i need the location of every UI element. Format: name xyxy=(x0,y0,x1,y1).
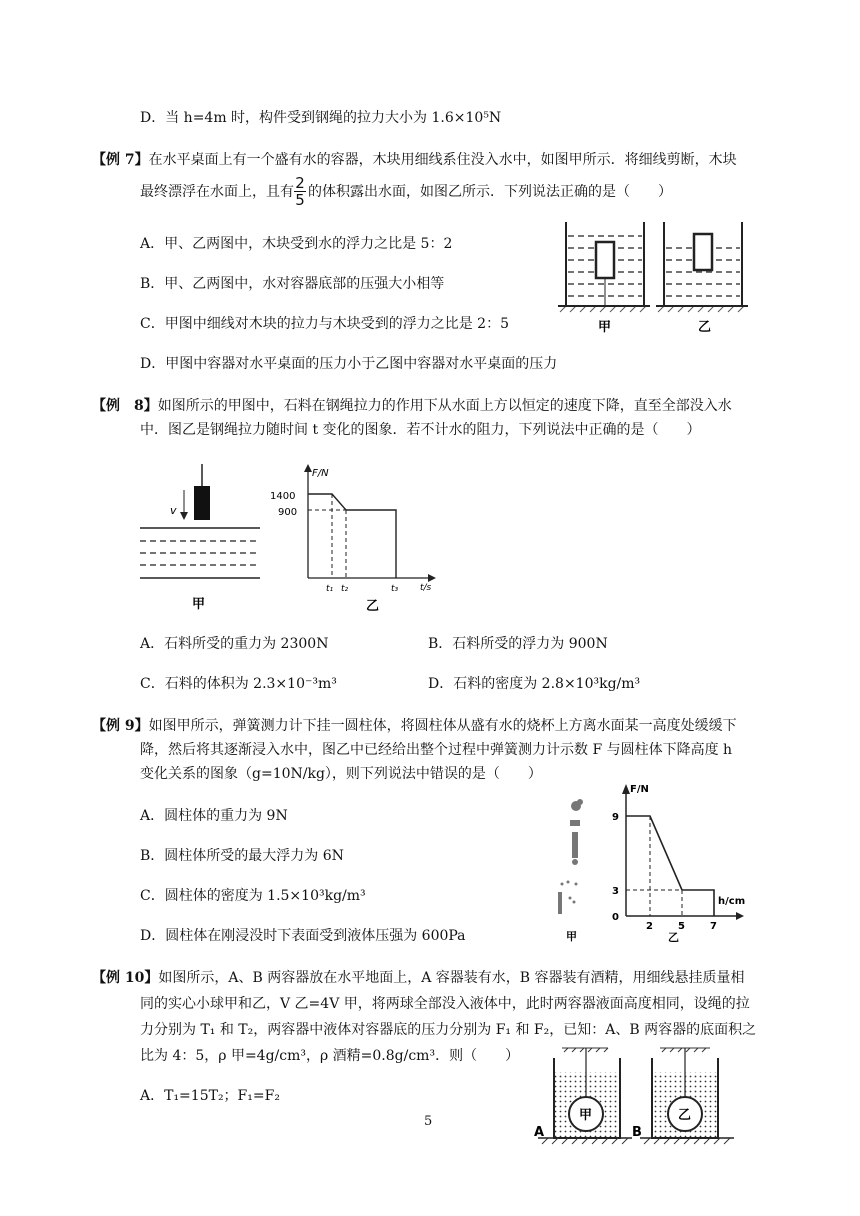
example-9-line-1: 【例 9】如图甲所示，弹簧测力计下挂一圆柱体，将圆柱体从盛有水的烧杯上方离水面某一高度处缓缓下 xyxy=(92,718,737,734)
arrow-down-icon xyxy=(180,512,188,520)
fraction xyxy=(294,176,306,207)
container-label: A xyxy=(534,1125,545,1140)
example-9-figure xyxy=(550,780,760,946)
x-tick: t₂ xyxy=(341,584,349,594)
example-8-line-1: 【例 8】如图所示的甲图中，石料在钢绳拉力的作用下从水面上方以恒定的速度下降，直至全部没入水 xyxy=(92,398,732,414)
example-8-option-a: A．石料所受的重力为 2300N xyxy=(140,636,329,652)
example-7-line-2b: 的体积露出水面，如图乙所示．下列说法正确的是（ ） xyxy=(308,184,672,200)
y-tick: 1400 xyxy=(270,491,296,502)
example-8-option-c: C．石料的体积为 2.3×10⁻³m³ xyxy=(140,676,337,692)
example-8-line-2: 中．图乙是钢绳拉力随时间 t 变化的图象．若不计水的阻力，下列说法中正确的是（ ） xyxy=(140,422,701,438)
example-7-option-a: A．甲、乙两图中，木块受到水的浮力之比是 5：2 xyxy=(140,236,453,252)
svg-text:v: v xyxy=(170,504,177,517)
wood-block xyxy=(596,242,614,278)
y-tick: 9 xyxy=(612,812,619,823)
wood-block xyxy=(694,234,712,270)
example-9-tag: 【例 9】 xyxy=(92,718,149,734)
example-9-option-c: C．圆柱体的密度为 1.5×10³kg/m³ xyxy=(140,888,366,904)
stone-block xyxy=(194,486,210,520)
example-9-line-3: 变化关系的图象（g=10N/kg），则下列说法中错误的是（ ） xyxy=(140,766,542,782)
x-tick: 2 xyxy=(646,921,653,932)
example-7-option-c: C．甲图中细线对木块的拉力与木块受到的浮力之比是 2：5 xyxy=(140,316,509,332)
figure-label: 甲 xyxy=(566,930,577,943)
example-9-line-2: 降，然后将其逐渐浸入水中，图乙中已经给出整个过程中弹簧测力计示数 F 与圆柱体下降高度 h xyxy=(140,742,733,758)
x-tick: t₃ xyxy=(391,584,399,594)
force-height-curve xyxy=(626,816,714,916)
force-time-curve xyxy=(308,494,396,578)
example-7-figure xyxy=(558,214,748,336)
prev-option-d: D．当 h=4m 时，构件受到钢绳的拉力大小为 1.6×10⁵N xyxy=(140,110,502,126)
y-tick: 900 xyxy=(278,507,298,518)
figure-label: 甲 xyxy=(598,320,612,335)
example-10-tag: 【例 10】 xyxy=(92,970,159,986)
y-tick: 0 xyxy=(612,912,619,923)
example-7-option-b: B．甲、乙两图中，水对容器底部的压强大小相等 xyxy=(140,276,445,292)
page-number: 5 xyxy=(424,1114,433,1129)
x-tick: 7 xyxy=(710,921,717,932)
example-10-figure xyxy=(528,1044,784,1150)
y-tick: 3 xyxy=(612,886,619,897)
svg-text:F/N: F/N xyxy=(630,784,649,795)
example-10-line-4: 比为 4：5，ρ 甲=4g/cm³，ρ 酒精=0.8g/cm³．则（ ） xyxy=(140,1048,520,1064)
x-tick: t₁ xyxy=(326,584,334,594)
svg-text:t/s: t/s xyxy=(420,583,432,593)
svg-text:h/cm: h/cm xyxy=(718,896,746,907)
svg-text:乙: 乙 xyxy=(678,1108,692,1123)
svg-text:甲: 甲 xyxy=(579,1108,593,1123)
svg-text:F/N: F/N xyxy=(312,468,329,479)
container-label: B xyxy=(632,1125,642,1140)
example-10-line-3: 力分别为 T₁ 和 T₂，两容器中液体对容器底的压力分别为 F₁ 和 F₂，已知：A、B 两容器的底面积之 xyxy=(140,1022,757,1038)
x-tick: 5 xyxy=(678,921,685,932)
example-7-line-1: 【例 7】在水平桌面上有一个盛有水的容器，木块用细线系住没入水中，如图甲所示．将细线剪断，木块 xyxy=(92,152,737,168)
example-9-option-a: A．圆柱体的重力为 9N xyxy=(140,808,288,824)
figure-label: 乙 xyxy=(698,320,712,335)
example-8-figure xyxy=(140,458,450,618)
example-10-line-2: 同的实心小球甲和乙，V 乙=4V 甲，将两球全部没入液体中，此时两容器液面高度相同，设绳的拉 xyxy=(140,996,750,1012)
example-8-tag: 【例 8】 xyxy=(92,398,158,414)
example-9-option-b: B．圆柱体所受的最大浮力为 6N xyxy=(140,848,344,864)
figure-label: 乙 xyxy=(668,931,679,944)
example-7-line-2a: 最终漂浮在水面上，且有 xyxy=(140,184,294,200)
example-8-option-d: D．石料的密度为 2.8×10³kg/m³ xyxy=(428,676,641,692)
example-7-option-d: D．甲图中容器对水平桌面的压力小于乙图中容器对水平桌面的压力 xyxy=(140,356,558,372)
fraction-denominator: 5 xyxy=(295,191,305,209)
figure-label: 乙 xyxy=(366,599,380,614)
example-10-option-a: A．T₁=15T₂；F₁=F₂ xyxy=(140,1088,280,1104)
example-8-option-b: B．石料所受的浮力为 900N xyxy=(428,636,608,652)
example-10-line-1: 【例 10】如图所示，A、B 两容器放在水平地面上，A 容器装有水，B 容器装有酒精，用细线悬挂质量相 xyxy=(92,970,745,986)
example-9-option-d: D．圆柱体在刚浸没时下表面受到液体压强为 600Pa xyxy=(140,928,466,944)
figure-label: 甲 xyxy=(192,597,206,612)
example-7-tag: 【例 7】 xyxy=(92,152,149,168)
fraction-numerator: 2 xyxy=(295,174,305,192)
